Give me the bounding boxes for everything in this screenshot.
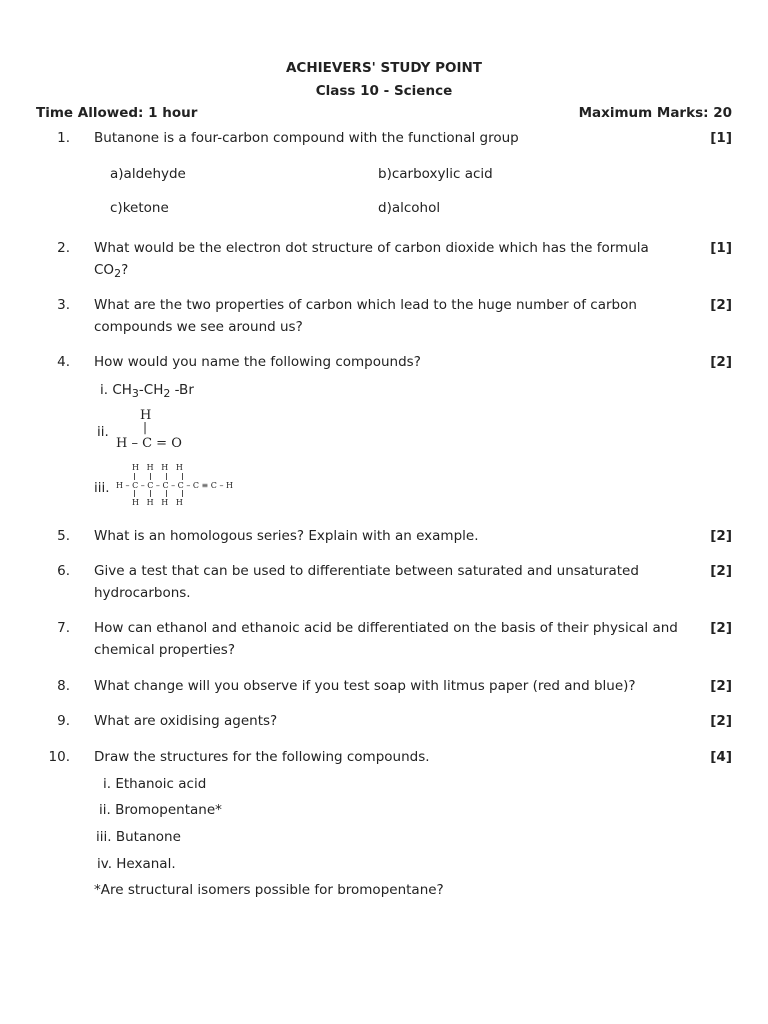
question-number: 10.: [48, 749, 70, 765]
isomer-note: *Are structural isomers possible for bromopentane?: [94, 882, 444, 898]
option-text: alcohol: [391, 200, 441, 216]
structure-top-atom: H: [140, 408, 152, 423]
option-c: [110, 200, 169, 217]
class-subtitle: Class 10 - Science: [315, 83, 453, 99]
question-number: 2.: [57, 240, 70, 256]
question-number: 8.: [57, 678, 70, 694]
question-text-end: ?: [121, 262, 129, 278]
question-text: What is an homologous series? Explain with an example.: [94, 528, 479, 544]
question-marks: [4]: [710, 749, 732, 765]
question-text: Draw the structures for the following compounds.: [94, 749, 430, 765]
question-marks: [2]: [710, 620, 732, 636]
subscript: 3: [131, 387, 139, 400]
compound-ii-label: ii.: [97, 424, 109, 440]
compound-item: iii. Butanone: [96, 829, 181, 845]
question-marks: [2]: [710, 678, 732, 694]
question-number: 5.: [57, 528, 70, 544]
question-marks: [2]: [710, 713, 732, 729]
option-label: d): [378, 200, 392, 216]
formula-part: CH: [112, 382, 132, 398]
option-a: [110, 166, 186, 183]
question-text: Give a test that can be used to differentiate between saturated and unsaturated hydrocarbons.: [94, 563, 639, 601]
option-text: ketone: [122, 200, 169, 216]
structure-bond: |: [143, 420, 148, 434]
option-text: carboxylic acid: [391, 166, 493, 182]
question-number: 3.: [57, 297, 70, 313]
question-text: How would you name the following compounds?: [94, 354, 421, 370]
question-marks: [1]: [710, 240, 732, 256]
option-text: aldehyde: [123, 166, 186, 182]
school-title: ACHIEVERS' STUDY POINT: [285, 60, 482, 76]
maximum-marks: Maximum Marks: 20: [578, 105, 732, 121]
compound-item: iv. Hexanal.: [97, 856, 176, 872]
subscript: 2: [163, 387, 171, 400]
option-label: c): [110, 200, 123, 216]
compound-iii-label: iii.: [94, 480, 110, 496]
structure-main: H – C = O: [116, 436, 182, 451]
option-label: b): [378, 166, 392, 182]
question-marks: [1]: [710, 130, 732, 146]
structure-main-chain: H – C – C – C – C – C ≡ C – H: [116, 481, 233, 490]
formula-part: -CH: [138, 382, 164, 398]
question-number: 6.: [57, 563, 70, 579]
option-label: a): [110, 166, 124, 182]
compound-item: ii. Bromopentane*: [99, 802, 222, 818]
question-text: How can ethanol and ethanoic acid be differentiated on the basis of their physical and chemical properties?: [94, 620, 678, 658]
question-text: What are the two properties of carbon which lead to the huge number of carbon compounds we see around us?: [94, 297, 637, 335]
question-marks: [2]: [710, 528, 732, 544]
subscript: 2: [114, 267, 122, 280]
compound-item: i. Ethanoic acid: [103, 776, 207, 792]
question-marks: [2]: [710, 563, 732, 579]
compound-iii-structure: [114, 462, 244, 508]
question-text: Butanone is a four-carbon compound with the functional group: [94, 130, 519, 146]
structure-top-atoms: H H H H: [132, 463, 183, 472]
structure-bottom-atoms: H H H H: [132, 498, 183, 507]
question-number: 9.: [57, 713, 70, 729]
question-marks: [2]: [710, 354, 732, 370]
formula-part: -Br: [170, 382, 194, 398]
sub-label: i.: [100, 382, 109, 398]
option-b: [378, 166, 493, 183]
question-text: [94, 237, 674, 285]
option-d: [378, 200, 440, 217]
question-number: 4.: [57, 354, 70, 370]
question-text-main: What would be the electron dot structure of carbon dioxide which has the formula CO: [94, 240, 649, 278]
compound-i: [100, 382, 194, 402]
question-text: What change will you observe if you test soap with litmus paper (red and blue)?: [94, 678, 636, 694]
question-text: What are oxidising agents?: [94, 713, 278, 729]
question-marks: [2]: [710, 297, 732, 313]
question-number: 7.: [57, 620, 70, 636]
time-allowed: Time Allowed: 1 hour: [36, 105, 198, 121]
question-number: 1.: [57, 130, 70, 146]
